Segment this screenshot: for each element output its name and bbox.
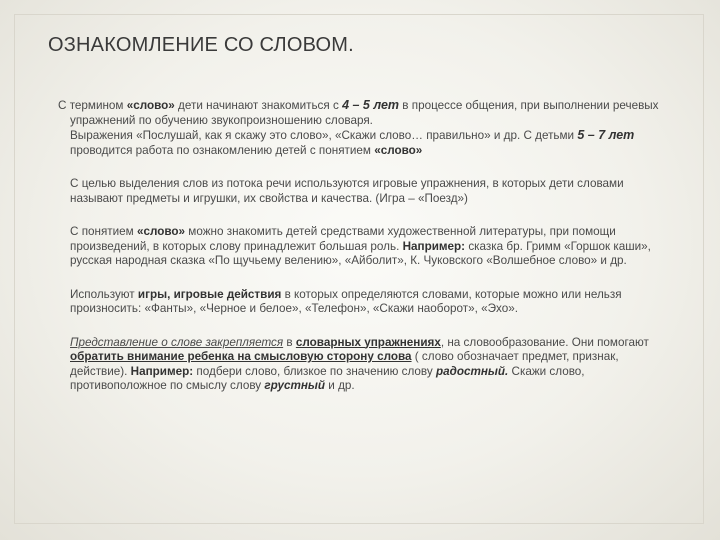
- text-run: Скажи слово, противоположное по смыслу слову: [70, 364, 585, 392]
- keyword-example: Например:: [402, 239, 466, 253]
- keyword-slovo: «слово»: [136, 225, 186, 238]
- text-italic-underlined: Представление о слове закрепляется: [70, 335, 284, 349]
- paragraph-term-introduction: [58, 98, 678, 128]
- text-run: можно знакомить детей средствами художественной литературы, при помощи произведений, в которых слову принадлежит большая роль.: [70, 225, 616, 253]
- slide-title: ОЗНАКОМЛЕНИЕ СО СЛОВОМ.: [48, 34, 354, 56]
- text-run: С понятием: [70, 225, 137, 238]
- paragraph-vocabulary-exercises: [58, 336, 678, 394]
- text-run: проводится работа по ознакомлению детей с понятием: [70, 143, 375, 157]
- text-run: , на словообразование. Они помогают: [440, 335, 649, 349]
- keyword-example: Например:: [130, 364, 194, 378]
- paragraph-game-exercises: [58, 177, 678, 206]
- text-run: в которых определяются словами, которые можно или нельзя произносить: «Фанты», «Черное и белое», «Телефон», «Скажи наоборот», «Эхо».: [70, 287, 622, 315]
- paragraph-games: [58, 288, 678, 317]
- keyword-age-range: 5 – 7 лет: [577, 128, 635, 142]
- text-run: дети начинают знакомиться с: [174, 99, 343, 112]
- keyword-slovo: «слово»: [126, 99, 175, 112]
- text-run: С термином: [58, 99, 127, 112]
- text-run: Используют: [70, 287, 138, 301]
- keyword-meaning: обратить внимание ребенка на смысловую сторону слова: [70, 350, 412, 363]
- slide-body: [58, 98, 678, 394]
- keyword-sad: грустный: [264, 379, 326, 392]
- text-run: в: [283, 335, 296, 349]
- text-run: Выражения «Послушай, как я скажу это слово», «Скажи слово… правильно» и др. С детьми: [70, 129, 578, 142]
- keyword-slovo: «слово»: [374, 143, 423, 157]
- text-run: и др.: [325, 379, 355, 392]
- text-run: сказка бр. Гримм «Горшок каши», русская народная сказка «По щучьему велению», «Айболит», К. Чуковского «Волшебное слово» и др.: [70, 239, 651, 267]
- text-run: в процессе общения, при выполнении речевых упражнений по обучению звукопроизношению словаря.: [70, 99, 659, 127]
- paragraph-expressions: [58, 128, 678, 158]
- text-run: С целью выделения слов из потока речи используются игровые упражнения, в которых дети словами называют предметы и игрушки, их свойства и качества. (Игра – «Поезд»): [70, 177, 624, 205]
- keyword-vocabulary: словарных упражнениях: [295, 335, 441, 349]
- text-run: ( слово обозначает предмет, признак, действие).: [70, 350, 619, 378]
- paragraph-literature: [58, 225, 678, 269]
- keyword-games: игры, игровые действия: [137, 287, 282, 301]
- text-run: подбери слово, близкое по значению слову: [193, 364, 436, 378]
- keyword-age-range: 4 – 5 лет: [342, 98, 400, 112]
- keyword-joyful: радостный.: [435, 364, 509, 378]
